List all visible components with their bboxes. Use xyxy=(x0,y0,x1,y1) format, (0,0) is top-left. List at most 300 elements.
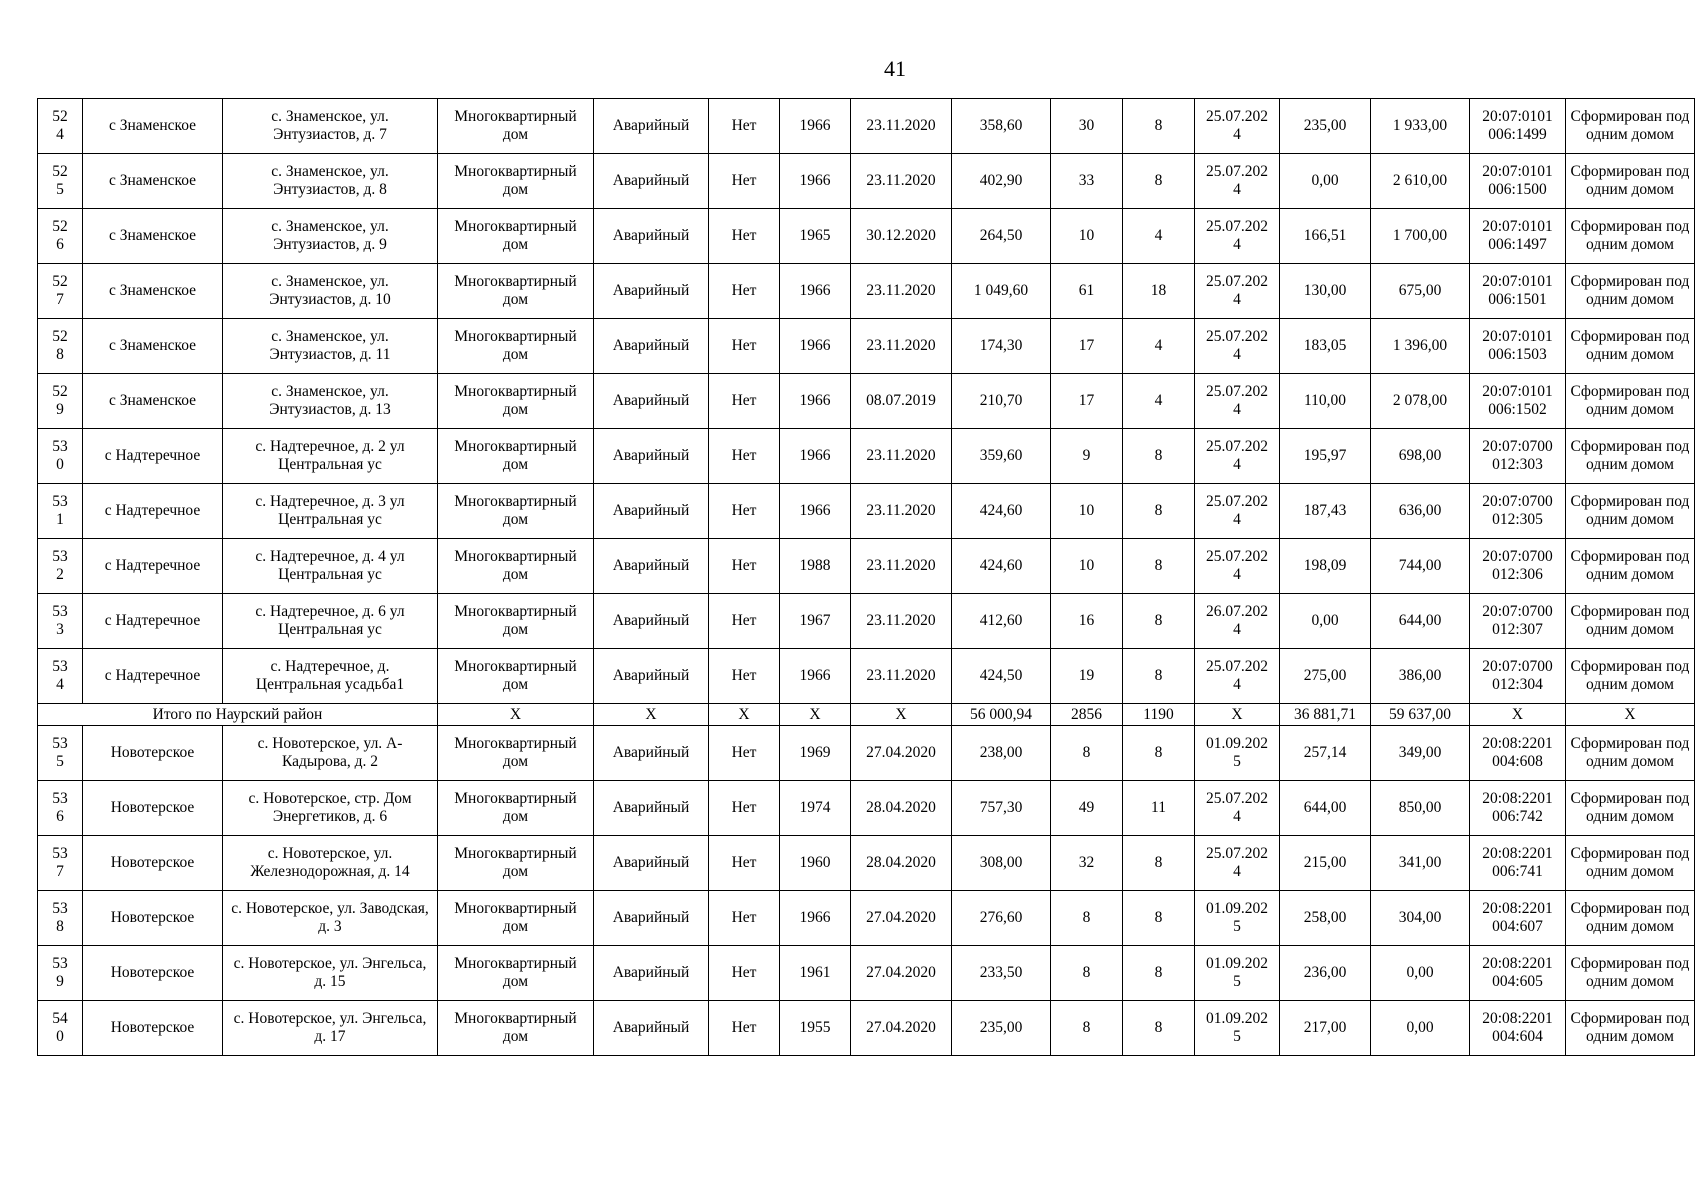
total-status: Х xyxy=(1566,704,1695,726)
cell-residents: 61 xyxy=(1051,264,1123,319)
cell-row-number xyxy=(38,891,83,946)
cell-land-status: Сформирован под одним домом xyxy=(1566,946,1695,1001)
cell-plan-date xyxy=(1195,484,1280,539)
cell-plan-date xyxy=(1195,154,1280,209)
cell-area: 358,60 xyxy=(952,99,1051,154)
cell-address: с. Надтеречное, д. 3 ул Центральная ус xyxy=(223,484,438,539)
cell-land-status: Сформирован под одним домом xyxy=(1566,594,1695,649)
cell-build-year: 1966 xyxy=(780,429,851,484)
cell-cadastral-number xyxy=(1470,891,1566,946)
cell-residents: 17 xyxy=(1051,374,1123,429)
cell-residents: 17 xyxy=(1051,319,1123,374)
cell-value-2: 0,00 xyxy=(1371,1001,1470,1056)
cell-area: 412,60 xyxy=(952,594,1051,649)
cell-value-2: 644,00 xyxy=(1371,594,1470,649)
cell-units: 8 xyxy=(1123,594,1195,649)
cell-cadastral-number xyxy=(1470,319,1566,374)
cell-flag: Нет xyxy=(709,946,780,1001)
cell-build-year: 1974 xyxy=(780,781,851,836)
cell-flag: Нет xyxy=(709,726,780,781)
page-number: 41 xyxy=(884,56,906,81)
cadastral-number-text: 20:08:2201006:741 xyxy=(1482,845,1553,880)
cell-recognition-date: 23.11.2020 xyxy=(851,99,952,154)
table-row xyxy=(38,946,1695,1001)
cell-value-2: 850,00 xyxy=(1371,781,1470,836)
cadastral-number-text: 20:07:0101006:1497 xyxy=(1482,218,1553,253)
cell-plan-date xyxy=(1195,891,1280,946)
cell-settlement: с Знаменское xyxy=(83,209,223,264)
cell-flag: Нет xyxy=(709,154,780,209)
cell-value-2: 349,00 xyxy=(1371,726,1470,781)
cell-units: 11 xyxy=(1123,781,1195,836)
cell-cadastral-number xyxy=(1470,209,1566,264)
cell-area: 233,50 xyxy=(952,946,1051,1001)
cell-settlement: с Знаменское xyxy=(83,264,223,319)
cell-residents: 32 xyxy=(1051,836,1123,891)
table-row xyxy=(38,319,1695,374)
cell-cadastral-number xyxy=(1470,781,1566,836)
cell-row-number xyxy=(38,264,83,319)
cell-land-status: Сформирован под одним домом xyxy=(1566,891,1695,946)
plan-date-text: 25.07.2024 xyxy=(1206,273,1268,308)
cell-object-type: Многоквартирный дом xyxy=(438,539,594,594)
cell-settlement: с Надтеречное xyxy=(83,484,223,539)
cell-address: с. Надтеречное, д. 2 ул Центральная ус xyxy=(223,429,438,484)
cell-flag: Нет xyxy=(709,594,780,649)
cell-row-number xyxy=(38,781,83,836)
cell-units: 8 xyxy=(1123,836,1195,891)
cell-value-1: 258,00 xyxy=(1280,891,1371,946)
cell-build-year: 1967 xyxy=(780,594,851,649)
cell-residents: 33 xyxy=(1051,154,1123,209)
cell-build-year: 1966 xyxy=(780,99,851,154)
cell-build-year: 1966 xyxy=(780,374,851,429)
row-number-text: 536 xyxy=(52,790,68,825)
cell-recognition-date: 23.11.2020 xyxy=(851,594,952,649)
cell-object-type: Многоквартирный дом xyxy=(438,264,594,319)
cell-area: 424,60 xyxy=(952,484,1051,539)
cell-value-2: 0,00 xyxy=(1371,946,1470,1001)
table-row xyxy=(38,594,1695,649)
cell-row-number xyxy=(38,429,83,484)
cell-land-status: Сформирован под одним домом xyxy=(1566,264,1695,319)
cell-recognition-date: 23.11.2020 xyxy=(851,484,952,539)
table-row xyxy=(38,781,1695,836)
row-number-text: 532 xyxy=(52,548,68,583)
cell-address: с. Новотерское, ул. Заводская, д. 3 xyxy=(223,891,438,946)
cell-residents: 49 xyxy=(1051,781,1123,836)
plan-date-text: 25.07.2024 xyxy=(1206,548,1268,583)
cell-residents: 10 xyxy=(1051,539,1123,594)
cadastral-number-text: 20:07:0700012:304 xyxy=(1482,658,1553,693)
cell-recognition-date: 23.11.2020 xyxy=(851,319,952,374)
cell-row-number xyxy=(38,374,83,429)
plan-date-text: 01.09.2025 xyxy=(1206,900,1268,935)
cell-recognition-date: 28.04.2020 xyxy=(851,781,952,836)
cell-condition: Аварийный xyxy=(594,154,709,209)
cell-units: 8 xyxy=(1123,484,1195,539)
cell-land-status: Сформирован под одним домом xyxy=(1566,374,1695,429)
cell-value-2: 675,00 xyxy=(1371,264,1470,319)
cell-address: с. Новотерское, ул. Железнодорожная, д. 14 xyxy=(223,836,438,891)
cell-flag: Нет xyxy=(709,319,780,374)
plan-date-text: 25.07.2024 xyxy=(1206,438,1268,473)
cell-condition: Аварийный xyxy=(594,781,709,836)
cell-flag: Нет xyxy=(709,209,780,264)
cell-area: 210,70 xyxy=(952,374,1051,429)
cell-object-type: Многоквартирный дом xyxy=(438,99,594,154)
cell-condition: Аварийный xyxy=(594,374,709,429)
cadastral-number-text: 20:07:0101006:1503 xyxy=(1482,328,1553,363)
cell-land-status: Сформирован под одним домом xyxy=(1566,154,1695,209)
cell-cadastral-number xyxy=(1470,726,1566,781)
table-row xyxy=(38,836,1695,891)
cell-row-number xyxy=(38,726,83,781)
cell-value-1: 215,00 xyxy=(1280,836,1371,891)
cell-recognition-date: 27.04.2020 xyxy=(851,1001,952,1056)
cell-build-year: 1966 xyxy=(780,649,851,704)
cell-residents: 8 xyxy=(1051,891,1123,946)
cell-settlement: с Надтеречное xyxy=(83,539,223,594)
cell-area: 276,60 xyxy=(952,891,1051,946)
cell-area: 359,60 xyxy=(952,429,1051,484)
cell-value-2: 1 396,00 xyxy=(1371,319,1470,374)
cell-land-status: Сформирован под одним домом xyxy=(1566,649,1695,704)
cell-settlement: с Знаменское xyxy=(83,374,223,429)
cell-settlement: с Надтеречное xyxy=(83,429,223,484)
cell-flag: Нет xyxy=(709,649,780,704)
cell-cadastral-number xyxy=(1470,154,1566,209)
cell-residents: 10 xyxy=(1051,484,1123,539)
cadastral-number-text: 20:08:2201006:742 xyxy=(1482,790,1553,825)
cell-value-2: 1 700,00 xyxy=(1371,209,1470,264)
row-number-text: 528 xyxy=(52,328,68,363)
row-number-text: 533 xyxy=(52,603,68,638)
cell-value-2: 341,00 xyxy=(1371,836,1470,891)
cell-value-2: 2 610,00 xyxy=(1371,154,1470,209)
cell-condition: Аварийный xyxy=(594,836,709,891)
cell-value-1: 195,97 xyxy=(1280,429,1371,484)
cell-flag: Нет xyxy=(709,539,780,594)
cell-row-number xyxy=(38,154,83,209)
cell-area: 424,60 xyxy=(952,539,1051,594)
cell-plan-date xyxy=(1195,99,1280,154)
cell-area: 308,00 xyxy=(952,836,1051,891)
cell-recognition-date: 23.11.2020 xyxy=(851,649,952,704)
cell-row-number xyxy=(38,209,83,264)
cell-address: с. Надтеречное, д. 4 ул Центральная ус xyxy=(223,539,438,594)
cadastral-number-text: 20:07:0101006:1500 xyxy=(1482,163,1553,198)
cell-cadastral-number xyxy=(1470,264,1566,319)
cell-value-1: 0,00 xyxy=(1280,594,1371,649)
cell-value-2: 636,00 xyxy=(1371,484,1470,539)
cell-build-year: 1966 xyxy=(780,891,851,946)
cell-units: 18 xyxy=(1123,264,1195,319)
cell-area: 174,30 xyxy=(952,319,1051,374)
cell-condition: Аварийный xyxy=(594,649,709,704)
cell-cadastral-number xyxy=(1470,539,1566,594)
cell-units: 8 xyxy=(1123,539,1195,594)
cell-value-2: 698,00 xyxy=(1371,429,1470,484)
table-row xyxy=(38,99,1695,154)
cell-value-1: 0,00 xyxy=(1280,154,1371,209)
cell-address: с. Знаменское, ул. Энтузиастов, д. 13 xyxy=(223,374,438,429)
cell-cadastral-number xyxy=(1470,946,1566,1001)
cell-plan-date xyxy=(1195,594,1280,649)
cell-address: с. Новотерское, ул. Энгельса, д. 15 xyxy=(223,946,438,1001)
cell-flag: Нет xyxy=(709,891,780,946)
cadastral-number-text: 20:07:0700012:307 xyxy=(1482,603,1553,638)
cell-cadastral-number xyxy=(1470,594,1566,649)
cell-build-year: 1966 xyxy=(780,319,851,374)
total-plan-date: Х xyxy=(1195,704,1280,726)
total-cadastral: Х xyxy=(1470,704,1566,726)
cell-residents: 8 xyxy=(1051,1001,1123,1056)
cell-address: с. Новотерское, стр. Дом Энергетиков, д. 6 xyxy=(223,781,438,836)
cell-condition: Аварийный xyxy=(594,594,709,649)
cell-plan-date xyxy=(1195,374,1280,429)
cell-land-status: Сформирован под одним домом xyxy=(1566,209,1695,264)
plan-date-text: 25.07.2024 xyxy=(1206,658,1268,693)
total-val2: 59 637,00 xyxy=(1371,704,1470,726)
cell-cadastral-number xyxy=(1470,99,1566,154)
plan-date-text: 25.07.2024 xyxy=(1206,383,1268,418)
cell-value-1: 257,14 xyxy=(1280,726,1371,781)
cell-row-number xyxy=(38,99,83,154)
cell-flag: Нет xyxy=(709,264,780,319)
cell-recognition-date: 27.04.2020 xyxy=(851,891,952,946)
cell-value-2: 304,00 xyxy=(1371,891,1470,946)
cell-settlement: с Знаменское xyxy=(83,99,223,154)
cell-land-status: Сформирован под одним домом xyxy=(1566,484,1695,539)
cell-condition: Аварийный xyxy=(594,891,709,946)
cell-cadastral-number xyxy=(1470,1001,1566,1056)
cell-object-type: Многоквартирный дом xyxy=(438,484,594,539)
plan-date-text: 01.09.2025 xyxy=(1206,955,1268,990)
cell-area: 757,30 xyxy=(952,781,1051,836)
cell-recognition-date: 23.11.2020 xyxy=(851,429,952,484)
cell-row-number xyxy=(38,484,83,539)
cadastral-number-text: 20:07:0101006:1502 xyxy=(1482,383,1553,418)
cell-settlement: Новотерское xyxy=(83,836,223,891)
total-flag: Х xyxy=(709,704,780,726)
cell-land-status: Сформирован под одним домом xyxy=(1566,781,1695,836)
cell-row-number xyxy=(38,1001,83,1056)
cell-units: 8 xyxy=(1123,429,1195,484)
cell-flag: Нет xyxy=(709,836,780,891)
table-row xyxy=(38,374,1695,429)
cell-residents: 10 xyxy=(1051,209,1123,264)
cell-flag: Нет xyxy=(709,429,780,484)
cell-land-status: Сформирован под одним домом xyxy=(1566,539,1695,594)
cell-cadastral-number xyxy=(1470,649,1566,704)
cell-condition: Аварийный xyxy=(594,319,709,374)
cell-row-number xyxy=(38,319,83,374)
cell-land-status: Сформирован под одним домом xyxy=(1566,319,1695,374)
table-row xyxy=(38,891,1695,946)
cell-plan-date xyxy=(1195,836,1280,891)
cell-plan-date xyxy=(1195,319,1280,374)
cell-units: 8 xyxy=(1123,726,1195,781)
row-number-text: 535 xyxy=(52,735,68,770)
plan-date-text: 01.09.2025 xyxy=(1206,1010,1268,1045)
table-row xyxy=(38,429,1695,484)
cell-address: с. Знаменское, ул. Энтузиастов, д. 7 xyxy=(223,99,438,154)
cell-address: с. Знаменское, ул. Энтузиастов, д. 8 xyxy=(223,154,438,209)
cadastral-number-text: 20:08:2201004:604 xyxy=(1482,1010,1553,1045)
cell-address: с. Знаменское, ул. Энтузиастов, д. 10 xyxy=(223,264,438,319)
cell-object-type: Многоквартирный дом xyxy=(438,649,594,704)
cell-value-1: 275,00 xyxy=(1280,649,1371,704)
cell-build-year: 1961 xyxy=(780,946,851,1001)
cell-value-1: 110,00 xyxy=(1280,374,1371,429)
cell-cadastral-number xyxy=(1470,484,1566,539)
cell-recognition-date: 23.11.2020 xyxy=(851,264,952,319)
table-row xyxy=(38,154,1695,209)
cell-cadastral-number xyxy=(1470,374,1566,429)
cell-value-2: 386,00 xyxy=(1371,649,1470,704)
cadastral-number-text: 20:07:0700012:306 xyxy=(1482,548,1553,583)
cadastral-number-text: 20:07:0101006:1501 xyxy=(1482,273,1553,308)
cadastral-number-text: 20:08:2201004:607 xyxy=(1482,900,1553,935)
cell-settlement: с Надтеречное xyxy=(83,649,223,704)
cell-flag: Нет xyxy=(709,1001,780,1056)
plan-date-text: 25.07.2024 xyxy=(1206,218,1268,253)
cell-condition: Аварийный xyxy=(594,264,709,319)
cell-condition: Аварийный xyxy=(594,99,709,154)
cell-recognition-date: 27.04.2020 xyxy=(851,726,952,781)
cell-land-status: Сформирован под одним домом xyxy=(1566,429,1695,484)
cell-cadastral-number xyxy=(1470,429,1566,484)
cell-object-type: Многоквартирный дом xyxy=(438,836,594,891)
table-row xyxy=(38,484,1695,539)
row-number-text: 529 xyxy=(52,383,68,418)
cell-object-type: Многоквартирный дом xyxy=(438,319,594,374)
table-row xyxy=(38,1001,1695,1056)
cell-value-2: 2 078,00 xyxy=(1371,374,1470,429)
cell-plan-date xyxy=(1195,649,1280,704)
plan-date-text: 25.07.2024 xyxy=(1206,493,1268,528)
cell-flag: Нет xyxy=(709,781,780,836)
cell-recognition-date: 23.11.2020 xyxy=(851,154,952,209)
cell-units: 8 xyxy=(1123,891,1195,946)
total-val1: 36 881,71 xyxy=(1280,704,1371,726)
cell-plan-date xyxy=(1195,264,1280,319)
cell-area: 264,50 xyxy=(952,209,1051,264)
total-year: Х xyxy=(780,704,851,726)
cell-plan-date xyxy=(1195,726,1280,781)
cell-row-number xyxy=(38,946,83,1001)
table-row xyxy=(38,209,1695,264)
cell-build-year: 1966 xyxy=(780,154,851,209)
cadastral-number-text: 20:07:0700012:303 xyxy=(1482,438,1553,473)
cell-area: 235,00 xyxy=(952,1001,1051,1056)
cell-flag: Нет xyxy=(709,484,780,539)
cadastral-number-text: 20:08:2201004:605 xyxy=(1482,955,1553,990)
row-number-text: 527 xyxy=(52,273,68,308)
cell-settlement: с Знаменское xyxy=(83,319,223,374)
cell-area: 1 049,60 xyxy=(952,264,1051,319)
cell-cadastral-number xyxy=(1470,836,1566,891)
plan-date-text: 25.07.2024 xyxy=(1206,163,1268,198)
cell-land-status: Сформирован под одним домом xyxy=(1566,99,1695,154)
cell-build-year: 1966 xyxy=(780,484,851,539)
cell-condition: Аварийный xyxy=(594,946,709,1001)
cell-area: 238,00 xyxy=(952,726,1051,781)
cell-recognition-date: 28.04.2020 xyxy=(851,836,952,891)
table-row xyxy=(38,539,1695,594)
cell-address: с. Новотерское, ул. А-Кадырова, д. 2 xyxy=(223,726,438,781)
cadastral-number-text: 20:07:0101006:1499 xyxy=(1482,108,1553,143)
cell-units: 8 xyxy=(1123,946,1195,1001)
cell-plan-date xyxy=(1195,209,1280,264)
cell-address: с. Надтеречное, д. 6 ул Центральная ус xyxy=(223,594,438,649)
plan-date-text: 25.07.2024 xyxy=(1206,328,1268,363)
cell-value-1: 130,00 xyxy=(1280,264,1371,319)
row-number-text: 539 xyxy=(52,955,68,990)
table-row xyxy=(38,649,1695,704)
row-number-text: 534 xyxy=(52,658,68,693)
plan-date-text: 26.07.2024 xyxy=(1206,603,1268,638)
cell-object-type: Многоквартирный дом xyxy=(438,891,594,946)
plan-date-text: 25.07.2024 xyxy=(1206,790,1268,825)
cell-address: с. Знаменское, ул. Энтузиастов, д. 11 xyxy=(223,319,438,374)
total-residents: 2856 xyxy=(1051,704,1123,726)
cell-address: с. Знаменское, ул. Энтузиастов, д. 9 xyxy=(223,209,438,264)
cell-condition: Аварийный xyxy=(594,1001,709,1056)
cell-row-number xyxy=(38,594,83,649)
row-number-text: 530 xyxy=(52,438,68,473)
total-row xyxy=(38,704,1695,726)
cell-address: с. Новотерское, ул. Энгельса, д. 17 xyxy=(223,1001,438,1056)
rows-section-b xyxy=(38,726,1695,1056)
rows-section-a xyxy=(38,99,1695,704)
cell-recognition-date: 23.11.2020 xyxy=(851,539,952,594)
total-units: 1190 xyxy=(1123,704,1195,726)
plan-date-text: 25.07.2024 xyxy=(1206,108,1268,143)
cell-land-status: Сформирован под одним домом xyxy=(1566,1001,1695,1056)
cell-row-number xyxy=(38,539,83,594)
cell-settlement: с Надтеречное xyxy=(83,594,223,649)
cell-land-status: Сформирован под одним домом xyxy=(1566,836,1695,891)
cell-condition: Аварийный xyxy=(594,429,709,484)
cell-address: с. Надтеречное, д. Центральная усадьба1 xyxy=(223,649,438,704)
cell-value-1: 198,09 xyxy=(1280,539,1371,594)
total-type: Х xyxy=(438,704,594,726)
cell-object-type: Многоквартирный дом xyxy=(438,429,594,484)
cell-value-1: 183,05 xyxy=(1280,319,1371,374)
cell-value-1: 235,00 xyxy=(1280,99,1371,154)
total-date: Х xyxy=(851,704,952,726)
row-number-text: 531 xyxy=(52,493,68,528)
cell-flag: Нет xyxy=(709,99,780,154)
row-number-text: 524 xyxy=(52,108,68,143)
total-label: Итого по Наурский район xyxy=(38,704,438,726)
cell-value-1: 187,43 xyxy=(1280,484,1371,539)
row-number-text: 525 xyxy=(52,163,68,198)
cell-recognition-date: 08.07.2019 xyxy=(851,374,952,429)
cell-units: 8 xyxy=(1123,649,1195,704)
cell-condition: Аварийный xyxy=(594,484,709,539)
cadastral-number-text: 20:08:2201004:608 xyxy=(1482,735,1553,770)
cell-object-type: Многоквартирный дом xyxy=(438,946,594,1001)
row-number-text: 538 xyxy=(52,900,68,935)
total-section xyxy=(38,704,1695,726)
cell-units: 4 xyxy=(1123,209,1195,264)
row-number-text: 540 xyxy=(52,1010,68,1045)
cell-residents: 16 xyxy=(1051,594,1123,649)
cell-value-1: 644,00 xyxy=(1280,781,1371,836)
